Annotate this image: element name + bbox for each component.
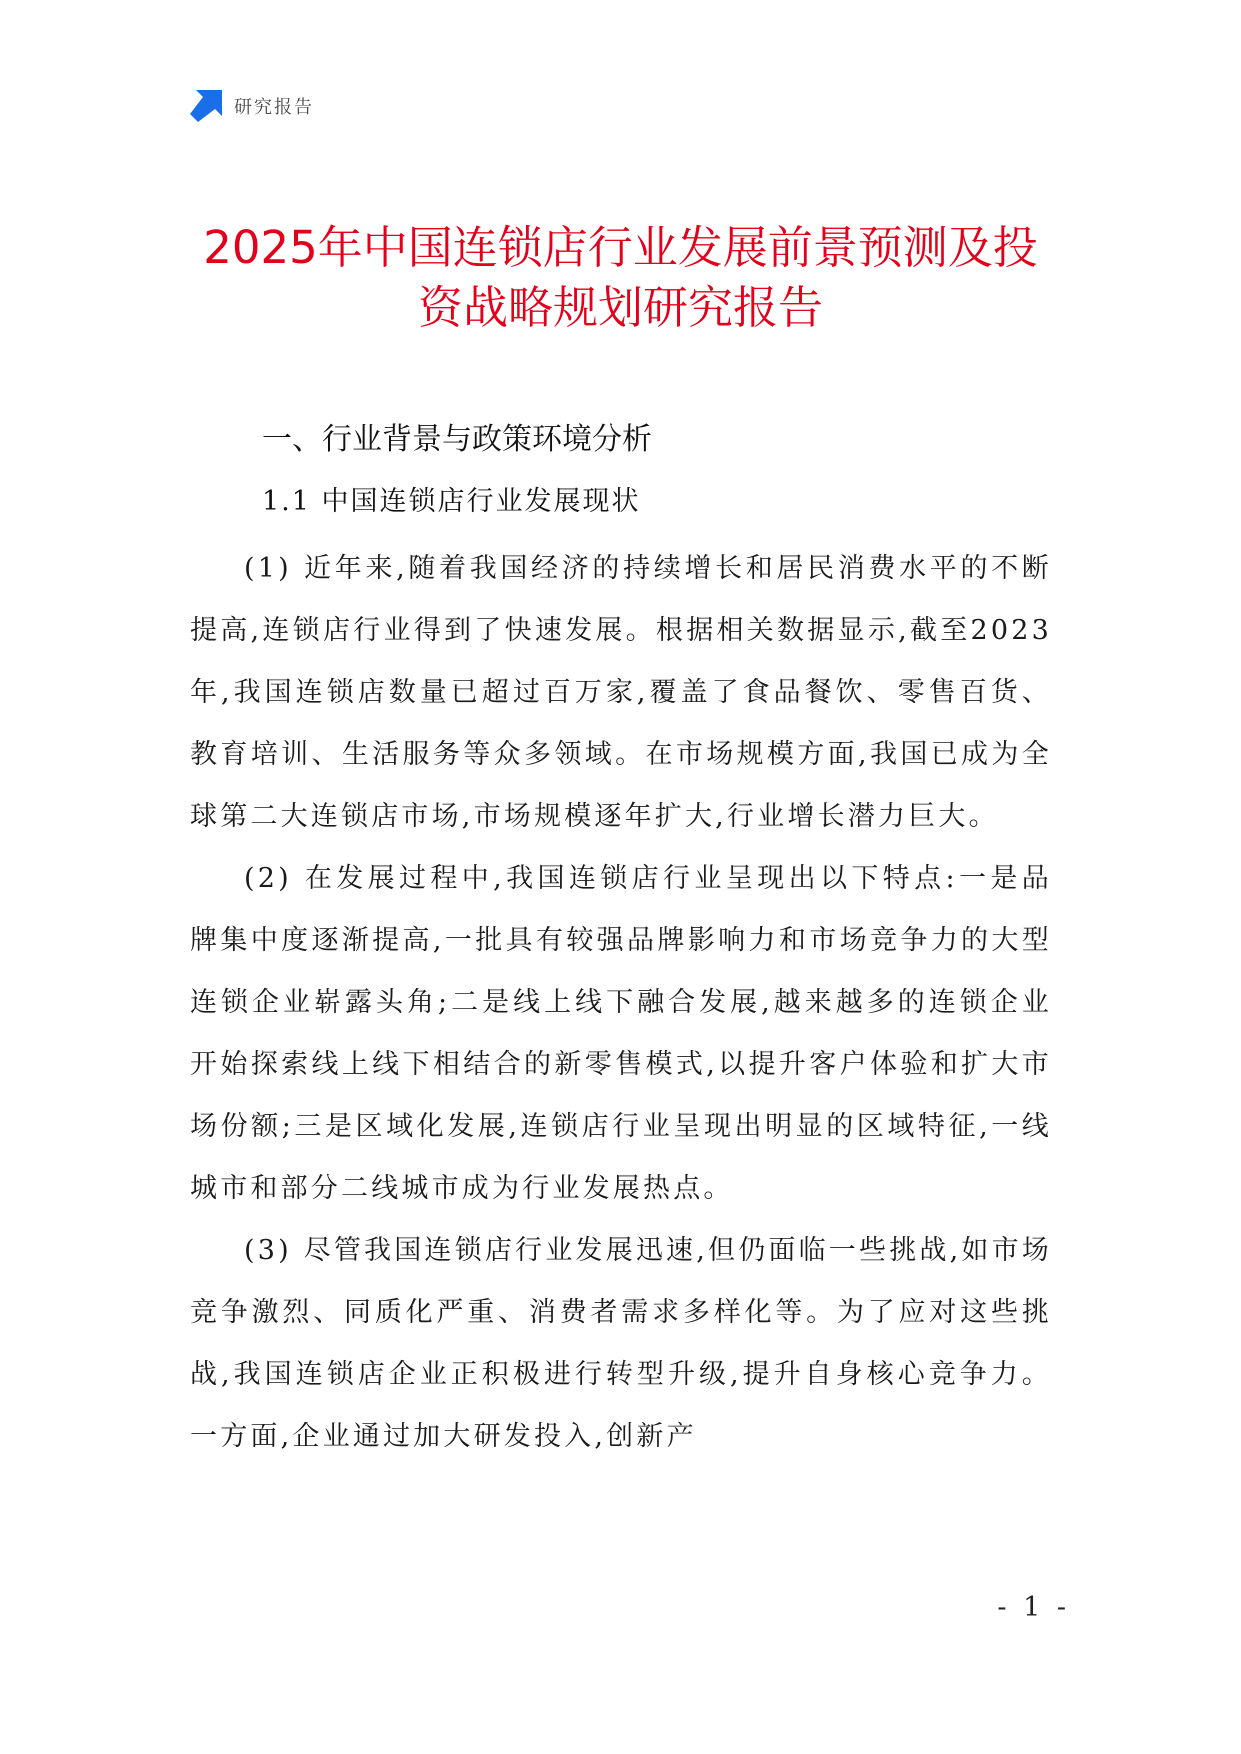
subsection-heading: 1.1 中国连锁店行业发展现状 <box>262 486 641 517</box>
paragraph-2: (2) 在发展过程中,我国连锁店行业呈现出以下特点:一是品牌集中度逐渐提高,一批具有较强品牌影响力和市场竞争力的大型连锁企业崭露头角;二是线上线下融合发展,越来越多的连锁企业开始探索线上线下相结合的新零售模式,以提升客户体验和扩大市场份额;三是区域化发展,连锁店行业呈现出明显的区域特征,一线城市和部分二线城市成为行业发展热点。 <box>190 863 1052 1204</box>
paragraph-3: (3) 尽管我国连锁店行业发展迅速,但仍面临一些挑战,如市场竞争激烈、同质化严重、消费者需求多样化等。为了应对这些挑战,我国连锁店企业正积极进行转型升级,提升自身核心竞争力。一方面,企业通过加大研发投入,创新产 <box>190 1235 1052 1452</box>
title-line-1: 2025年中国连锁店行业发展前景预测及投 <box>203 221 1038 274</box>
page-number: - 1 - <box>997 1592 1070 1623</box>
title-line-2: 资战略规划研究报告 <box>417 281 823 334</box>
arrow-up-right-icon <box>190 90 222 122</box>
paragraph-1: (1) 近年来,随着我国经济的持续增长和居民消费水平的不断提高,连锁店行业得到了快速发展。根据相关数据显示,截至2023年,我国连锁店数量已超过百万家,覆盖了食品餐饮、零售百货、教育培训、生活服务等众多领域。在市场规模方面,我国已成为全球第二大连锁店市场,市场规模逐年扩大,行业增长潜力巨大。 <box>190 553 1052 832</box>
header-label: 研究报告 <box>234 97 314 118</box>
body-text <box>190 538 1052 1468</box>
section-heading: 一、行业背景与政策环境分析 <box>262 422 652 457</box>
document-header <box>190 88 314 124</box>
document-title <box>150 218 1091 338</box>
